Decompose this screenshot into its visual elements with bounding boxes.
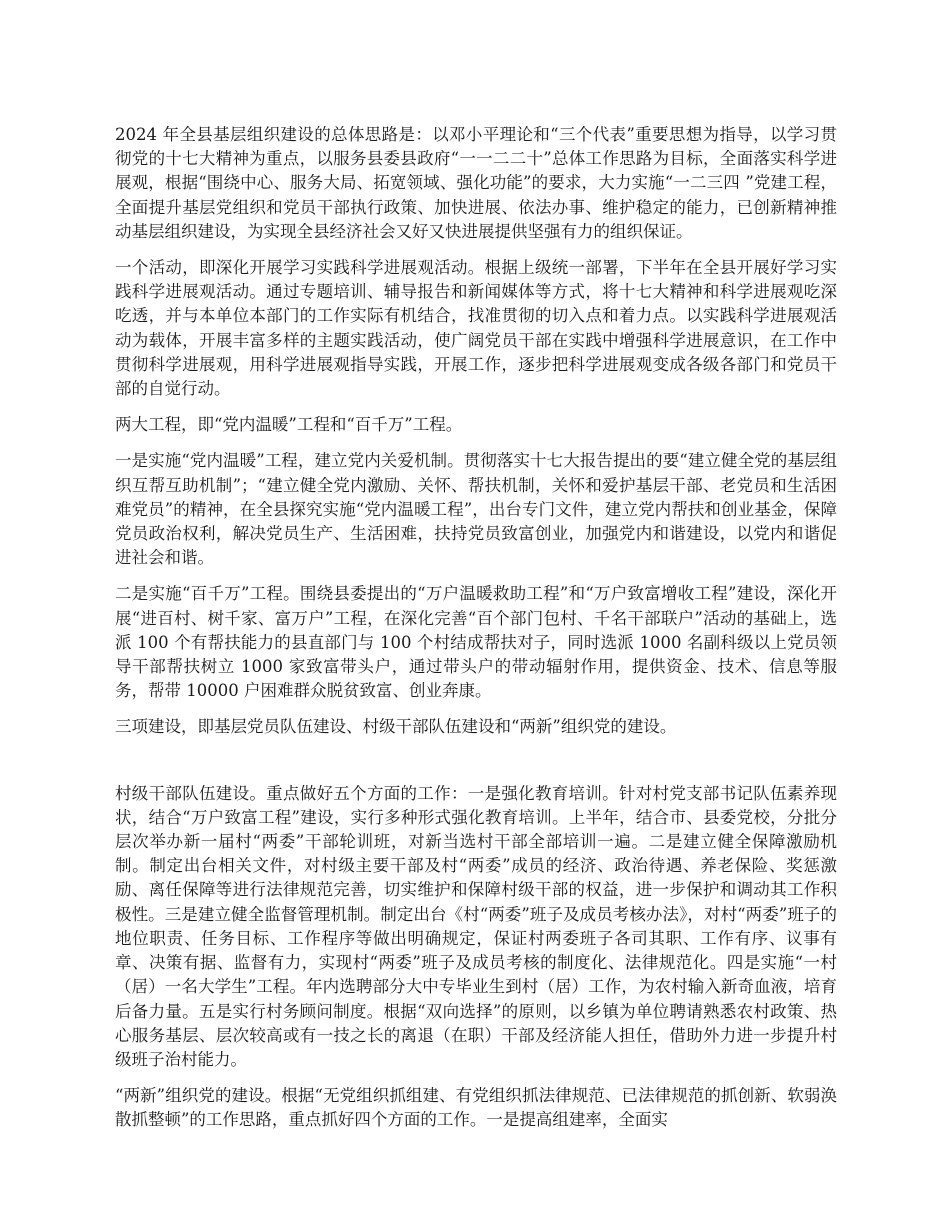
paragraph-one-activity: 一个活动，即深化开展学习实践科学进展观活动。根据上级统一部署，下半年在全县开展好学习实践科学进展观活动。通过专题培训、辅导报告和新闻媒体等方式，将十七大精神和科学进展观吃深吃透，并与本单位本部门的工作实际有机结合，找准贯彻的切入点和着力点。以实践科学进展观活动为载体，开展丰富多样的主题实践活动，使广阔党员干部在实践中增强科学进展意识，在工作中贯彻科学进展观，用科学进展观指导实践，开展工作，逐步把科学进展观变成各级各部门和党员干部的自觉行动。 <box>115 258 837 399</box>
paragraph-party-warmth-project: 一是实施“党内温暖”工程，建立党内关爱机制。贯彻落实十七大报告提出的要“建立健全党的基层组织互帮互助机制”；“建立健全党内激励、关怀、帮扶机制，关怀和爱护基层干部、老党员和生活困难党员”的精神，在全县探究实施“党内温暖工程”，出台专门文件，建立党内帮扶和创业基金，保障党员政治权利，解决党员生产、生活困难，扶持党员致富创业，加强党内和谐建设，以党内和谐促进社会和谐。 <box>115 451 837 568</box>
paragraph-overall-approach: 2024 年全县基层组织建设的总体思路是：以邓小平理论和“三个代表”重要思想为指导，以学习贯彻党的十七大精神为重点，以服务县委县政府“一一二二十”总体工作思路为目标，全面落实科学进展观，根据“围绕中心、服务大局、拓宽领域、强化功能”的要求，大力实施“一二三四 ”党建工程，全面提升基层党组织和党员干部执行政策、加快进展、依法办事、维护稳定的能力，已创新精神推动基层组织建设，为实现全县经济社会又好又快进展提供坚强有力的组织保证。 <box>115 125 837 241</box>
paragraph-three-constructions: 三项建设，即基层党员队伍建设、村级干部队伍建设和“两新”组织党的建设。 <box>115 717 677 737</box>
paragraph-two-projects: 两大工程，即“党内温暖”工程和“百千万”工程。 <box>115 415 463 435</box>
paragraph-village-cadre-team: 村级干部队伍建设。重点做好五个方面的工作：一是强化教育培训。针对村党支部书记队伍素养现状，结合“万户致富工程”建设，实行多种形式强化教育培训。上半年，结合市、县委党校，分批分层次举办新一届村“两委”干部轮训班，对新当选村干部全部培训一遍。二是建立健全保障激励机制。制定出台相关文件，对村级主要干部及村“两委”成员的经济、政治待遇、养老保险、奖惩激励、离任保障等进行法律规范完善，切实维护和保障村级干部的权益，进一步保护和调动其工作积极性。三是建立健全监督管理机制。制定出台《村“两委”班子及成员考核办法》，对村“两委”班子的地位职责、任务目标、工作程序等做出明确规定，保证村两委班子各司其职、工作有序、议事有章、决策有据、监督有力，实现村“两委”班子及成员考核的制度化、法律规范化。四是实施“一村（居）一名大学生”工程。年内选聘部分大中专毕业生到村（居）工作，为农村输入新奇血液，培育后备力量。五是实行村务顾问制度。根据“双向选择”的原则，以乡镇为单位聘请熟悉农村政策、热心服务基层、层次较高或有一技之长的离退（在职）干部及经济能人担任，借助外力进一步提升村级班子治村能力。 <box>115 783 837 1069</box>
document-body <box>115 123 837 1145</box>
paragraph-two-new-organizations: “两新”组织党的建设。根据“无党组织抓组建、有党组织抓法律规范、已法律规范的抓创新、软弱涣散抓整顿”的工作思路，重点抓好四个方面的工作。一是提高组建率，全面实 <box>115 1086 837 1130</box>
paragraph-hundred-thousand-project: 二是实施“百千万”工程。围绕县委提出的“万户温暖救助工程”和“万户致富增收工程”建设，深化开展“进百村、树千家、富万户”工程，在深化完善“百个部门包村、千名干部联户”活动的基础上，选派 100 个有帮扶能力的县直部门与 100 个村结成帮扶对子，同时选派 1000 名副科级以上党员领导干部帮扶树立 1000 家致富带头户，通过带头户的带动辐射作用，提供资金、技术、信息等服务，帮带 10000 户困难群众脱贫致富、创业奔康。 <box>115 584 837 701</box>
